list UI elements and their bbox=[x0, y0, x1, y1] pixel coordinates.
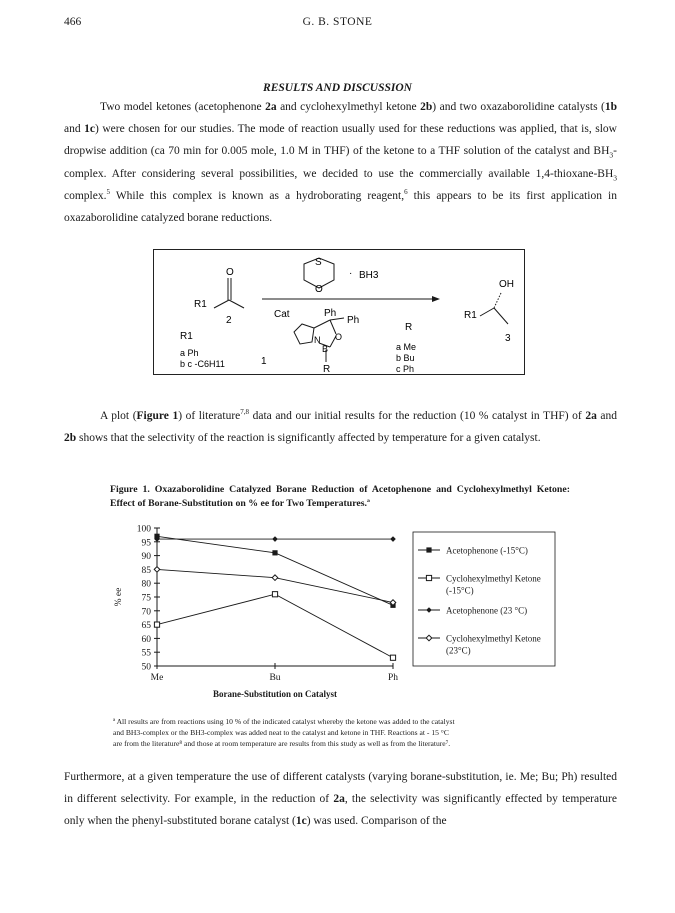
ketone-number: 2 bbox=[226, 315, 232, 326]
text: ) of literature bbox=[178, 410, 241, 422]
reaction-scheme bbox=[153, 249, 525, 375]
catalyst-oxygen: O bbox=[335, 332, 343, 342]
y-tick-label: 100 bbox=[136, 524, 151, 535]
product-r1: R1 bbox=[464, 310, 477, 321]
x-axis-label: Borane-Substitution on Catalyst bbox=[212, 689, 338, 699]
ketone-r1: R1 bbox=[194, 299, 207, 310]
catalyst-number: 1 bbox=[261, 356, 267, 367]
text: , the selectivity was significantly effected by temperature only when the phenyl-substituted borane catalyst ( bbox=[64, 793, 617, 828]
footnote-line: are from the literature⁸ and those at room temperature are results from this study as well as from the literature⁷. bbox=[113, 739, 451, 748]
catalyst-ph-1: Ph bbox=[324, 308, 337, 319]
catalyst-ph-2: Ph bbox=[347, 315, 360, 326]
text: ) and two oxazaborolidine catalysts ( bbox=[432, 101, 605, 113]
text: A plot ( bbox=[100, 410, 137, 422]
compound-ref: 2b bbox=[420, 101, 433, 113]
data-point bbox=[272, 592, 277, 597]
thioxane-oxygen: O bbox=[315, 284, 323, 295]
text: complex. bbox=[64, 189, 107, 202]
r-option-a: a Me bbox=[396, 342, 417, 352]
text: -complex. After considering several possibilities, we decided to use the commercially available 1,4-thioxane-BH bbox=[64, 145, 617, 180]
paragraph-1 bbox=[64, 96, 617, 229]
data-point bbox=[426, 547, 431, 552]
ketone-oxygen: O bbox=[226, 267, 234, 278]
text: shows that the selectivity of the reaction is significantly affected by temperature for a given catalyst. bbox=[76, 432, 541, 445]
text: While this complex is known as a hydroborating reagent, bbox=[109, 189, 405, 202]
catalyst-label: Cat bbox=[274, 309, 290, 320]
y-tick-label: 90 bbox=[141, 552, 151, 563]
compound-ref: 1c bbox=[84, 123, 95, 136]
figure-ref: Figure 1 bbox=[136, 410, 179, 422]
compound-ref: 1b bbox=[604, 101, 618, 113]
data-point bbox=[272, 536, 278, 542]
text: and bbox=[596, 410, 618, 422]
compound-ref: 2b bbox=[64, 432, 77, 445]
ketone-option-a: a Ph bbox=[180, 348, 199, 358]
catalyst-r: R bbox=[323, 364, 331, 374]
section-heading: RESULTS AND DISCUSSION bbox=[263, 82, 412, 94]
thioxane-sulfur: S bbox=[315, 257, 322, 268]
compound-ref: 1c bbox=[295, 815, 307, 828]
subscript: 3 bbox=[609, 150, 614, 160]
y-tick-label: 95 bbox=[141, 538, 151, 549]
footnote-line: and BH3-complex or the BH3-complex was added neat to the catalyst and ketone in THF. Reactions at - 15 °C bbox=[113, 728, 449, 737]
x-tick-label: Ph bbox=[387, 673, 399, 683]
text: ) was used. Comparison of the bbox=[306, 815, 447, 828]
y-axis-label: % ee bbox=[114, 587, 124, 607]
paragraph-2 bbox=[64, 405, 617, 449]
line-chart bbox=[100, 520, 600, 715]
data-point bbox=[390, 536, 396, 542]
arrow-head bbox=[432, 296, 440, 302]
y-tick-label: 50 bbox=[141, 662, 151, 673]
text: Furthermore, at a given temperature the use of different catalysts (varying borane-substitution, ie. Me; Bu; Ph) resulted in different selectivity. For example, in the reduction of bbox=[64, 771, 617, 806]
compound-ref: 2a bbox=[333, 793, 345, 806]
text: and cyclohexylmethyl ketone bbox=[276, 101, 421, 113]
plot-area bbox=[114, 525, 398, 700]
ketone-structure bbox=[214, 278, 244, 308]
text: Two model ketones (acetophenone bbox=[100, 101, 266, 113]
catalyst-nitrogen: N bbox=[314, 335, 321, 345]
y-tick-label: 75 bbox=[141, 593, 151, 604]
legend-label: Cyclohexylmethyl Ketone (23°C) bbox=[446, 633, 541, 656]
data-point bbox=[154, 567, 160, 573]
complex-dot: · bbox=[349, 268, 353, 279]
chart-legend bbox=[413, 532, 555, 666]
figure-caption: Figure 1. Oxazaborolidine Catalyzed Borane Reduction of Acetophenone and Cyclohexylmethyl Ketone: Effect of Borane-Substitution on % ee for Two Temperatures.ª bbox=[110, 484, 570, 509]
r-label: R bbox=[405, 322, 413, 333]
y-tick-label: 55 bbox=[141, 648, 151, 659]
series-line bbox=[157, 594, 393, 657]
bh3-label: BH3 bbox=[359, 270, 379, 281]
product-number: 3 bbox=[505, 333, 511, 344]
text: data and our initial results for the reduction (10 % catalyst in THF) of bbox=[249, 410, 586, 422]
data-point bbox=[154, 622, 159, 627]
paragraph-3 bbox=[64, 766, 617, 833]
y-tick-label: 80 bbox=[141, 579, 151, 590]
citation: 7,8 bbox=[240, 408, 250, 417]
legend-label: Acetophenone (-15°C) bbox=[446, 545, 528, 556]
reaction-scheme-drawing bbox=[154, 250, 524, 374]
compound-ref: 2a bbox=[265, 101, 277, 113]
data-point bbox=[272, 575, 278, 581]
ketone-option-b: b c -C6H11 bbox=[180, 359, 225, 369]
data-point bbox=[390, 655, 395, 660]
subscript: 3 bbox=[613, 172, 617, 182]
product-structure bbox=[480, 293, 508, 324]
text: this appears to be its first application in oxazaborolidine catalyzed borane reductions. bbox=[64, 189, 617, 225]
ketone-r1-label: R1 bbox=[180, 331, 193, 342]
text: ) were chosen for our studies. The mode of reaction usually used for these reductions was applied, that is, slow dropwise addition (ca 70 min for 0.005 mole, 1.0 M in THF) of the ketone to a THF solution of the catalyst and BH bbox=[64, 123, 617, 158]
y-tick-label: 60 bbox=[141, 634, 151, 645]
product-oh: OH bbox=[499, 279, 514, 290]
y-tick-label: 65 bbox=[141, 621, 151, 632]
r-option-c: c Ph bbox=[396, 364, 415, 374]
y-tick-label: 85 bbox=[141, 565, 151, 576]
running-head: G. B. STONE bbox=[302, 16, 373, 28]
figure-footnote bbox=[113, 716, 583, 749]
r-option-b: b Bu bbox=[396, 353, 415, 363]
legend-label: Cyclohexylmethyl Ketone (-15°C) bbox=[446, 573, 541, 596]
data-point bbox=[426, 575, 431, 580]
text: and bbox=[64, 123, 85, 136]
footnote-line: ª All results are from reactions using 10 % of the indicated catalyst whereby the ketone was added to the catalyst bbox=[113, 717, 455, 726]
citation: 5 bbox=[106, 187, 110, 196]
data-point bbox=[272, 550, 277, 555]
y-tick-label: 70 bbox=[141, 607, 151, 618]
x-tick-label: Bu bbox=[269, 673, 281, 683]
catalyst-boron: B bbox=[322, 344, 329, 354]
page-number: 466 bbox=[64, 16, 82, 28]
compound-ref: 2a bbox=[585, 410, 597, 422]
citation: 6 bbox=[404, 187, 408, 196]
legend-label: Acetophenone (23 °C) bbox=[446, 605, 528, 616]
x-tick-label: Me bbox=[150, 673, 164, 683]
